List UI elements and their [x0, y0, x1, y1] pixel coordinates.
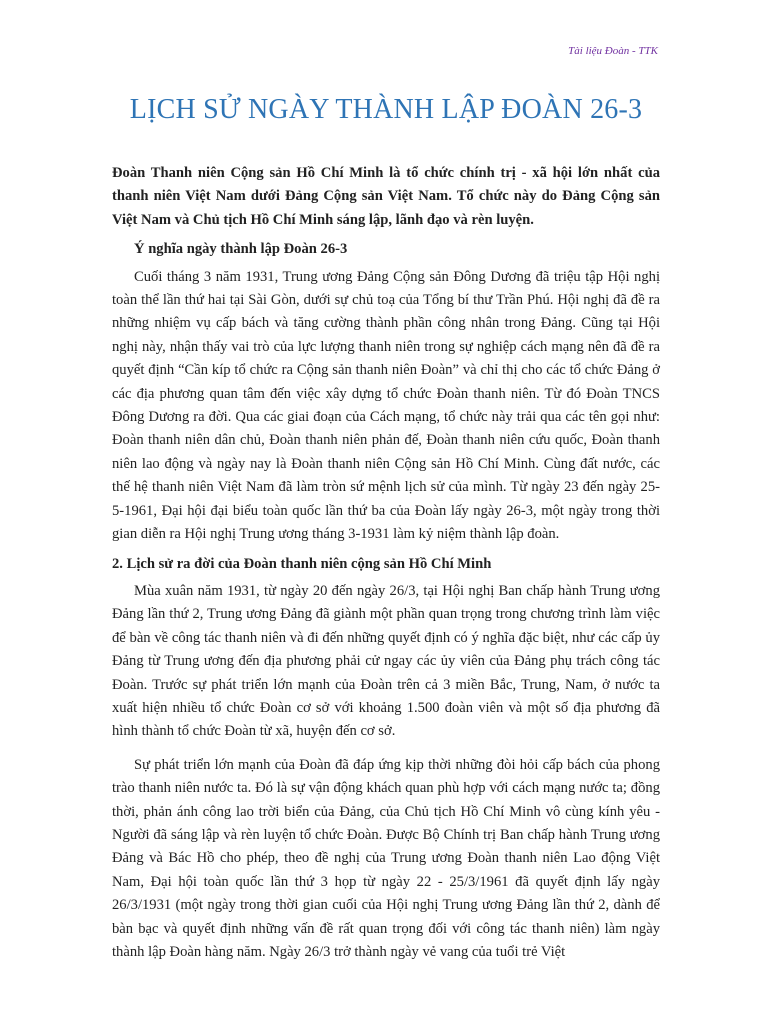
page-title: LỊCH SỬ NGÀY THÀNH LẬP ĐOÀN 26-3	[129, 94, 643, 125]
paragraph-history-1931: Cuối tháng 3 năm 1931, Trung ương Đảng Cộng sản Đông Dương đã triệu tập Hội nghị toàn thể lần thứ hai tại Sài Gòn, dưới sự chủ toạ của Tổng bí thư Trần Phú. Hội nghị đã đề ra những nhiệm vụ cấp bách và tăng cường thành phần công nhân trong Đảng. Cũng tại Hội nghị này, nhận thấy vai trò của lực lượng thanh niên trong sự nghiệp cách mạng nên đã đề ra quyết định “Cần kíp tổ chức ra Cộng sản thanh niên Đoàn” và chỉ thị cho các tổ chức Đảng ở các địa phương quan tâm đến việc xây dựng tổ chức Đoàn thanh niên. Từ đó Đoàn TNCS Đông Dương ra đời. Qua các giai đoạn của Cách mạng, tổ chức này trải qua các tên gọi như: Đoàn thanh niên dân chủ, Đoàn thanh niên phản đế, Đoàn thanh niên cứu quốc, Đoàn thanh niên lao động và ngày nay là Đoàn thanh niên Cộng sản Hồ Chí Minh. Cùng đất nước, các thế hệ thanh niên Việt Nam đã làm tròn sứ mệnh lịch sử của mình. Từ ngày 23 đến ngày 25-5-1961, Đại hội đại biểu toàn quốc lần thứ ba của Đoàn lấy ngày 26-3, một ngày trong thời gian diễn ra Hội nghị Trung ương tháng 3-1931 làm kỷ niệm thành lập đoàn.	[112, 268, 660, 543]
paragraph-spring-1931: Mùa xuân năm 1931, từ ngày 20 đến ngày 26/3, tại Hội nghị Ban chấp hành Trung ương Đảng lần thứ 2, Trung ương Đảng đã giành một phần quan trọng trong chương trình làm việc để bàn về công tác thanh niên và đi đến những quyết định có ý nghĩa đặc biệt, như các cấp ủy Đảng từ Trung ương đến địa phương phải cử ngay các ủy viên của Đảng phụ trách công tác Đoàn. Trước sự phát triển lớn mạnh của Đoàn trên cả 3 miền Bắc, Trung, Nam, ở nước ta xuất hiện nhiều tổ chức Đoàn cơ sở với khoảng 1.500 đoàn viên và một số địa phương đã hình thành tổ chức Đoàn từ xã, huyện đến cơ sở.	[112, 582, 660, 740]
intro-paragraph: Đoàn Thanh niên Cộng sản Hồ Chí Minh là tổ chức chính trị - xã hội lớn nhất của thanh niên Việt Nam dưới Đảng Cộng sản Việt Nam. Tổ chức này do Đảng Cộng sản Việt Nam và Chủ tịch Hồ Chí Minh sáng lập, lãnh đạo và rèn luyện.	[112, 165, 660, 228]
paragraph-development: Sự phát triển lớn mạnh của Đoàn đã đáp ứng kịp thời những đòi hỏi cấp bách của phong trào thanh niên nước ta. Đó là sự vận động khách quan phù hợp với cách mạng nước ta; đồng thời, phản ánh công lao trời biển của Đảng, của Chủ tịch Hồ Chí Minh vô cùng kính yêu - Người đã sáng lập và rèn luyện tổ chức Đoàn. Được Bộ Chính trị Ban chấp hành Trung ương Đảng và Bác Hồ cho phép, theo đề nghị của Trung ương Đoàn thanh niên Lao động Việt Nam, Đại hội toàn quốc lần thứ 3 họp từ ngày 22 - 25/3/1961 đã quyết định lấy ngày 26/3/1931 (một ngày trong thời gian cuối của Hội nghị Trung ương Đảng lần thứ 2, dành để bàn bạc và quyết định những vấn đề rất quan trọng đối với công tác thanh niên) làm ngày thành lập Đoàn hàng năm. Ngày 26/3 trở thành ngày vẻ vang của tuổi trẻ Việt	[112, 756, 660, 960]
section-2-heading: 2. Lịch sử ra đời của Đoàn thanh niên cộng sản Hồ Chí Minh	[112, 555, 492, 572]
header-note: Tài liệu Đoàn - TTK	[568, 45, 658, 57]
subheading-significance: Ý nghĩa ngày thành lập Đoàn 26-3	[134, 241, 348, 258]
